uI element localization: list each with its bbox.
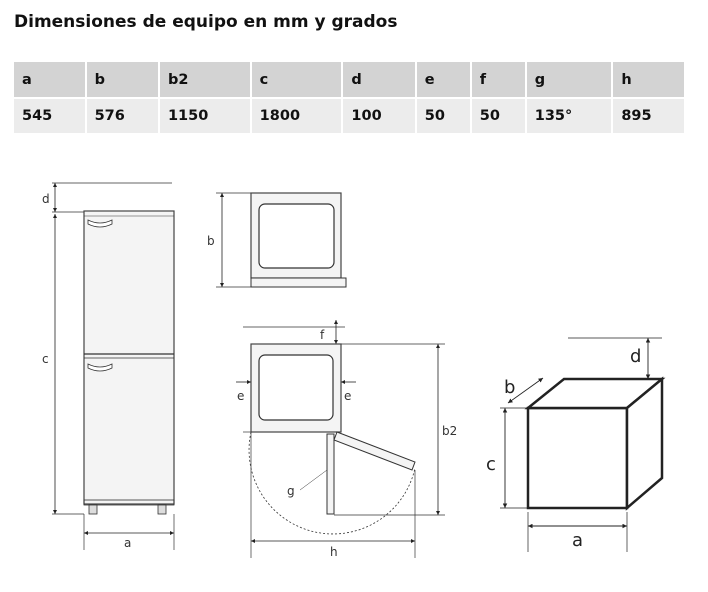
fridge-door-open-view — [236, 320, 445, 558]
label-c-box: c — [486, 454, 496, 475]
label-a-box: a — [572, 530, 584, 551]
header-g: g — [526, 62, 613, 98]
label-d-box: d — [630, 346, 642, 367]
label-d-front: d — [42, 192, 50, 206]
label-e-left: e — [237, 389, 245, 403]
fridge-top-view — [216, 193, 346, 287]
label-c-front: c — [42, 352, 49, 366]
header-c: c — [251, 62, 343, 98]
header-b: b — [86, 62, 159, 98]
label-h: h — [330, 545, 338, 559]
header-a: a — [14, 62, 86, 98]
installation-box-view — [500, 338, 662, 552]
fridge-front-view — [52, 183, 174, 550]
label-g: g — [287, 484, 295, 498]
label-e-right: e — [344, 389, 352, 403]
label-b-box: b — [504, 377, 516, 398]
label-b-top: b — [207, 234, 215, 248]
header-e: e — [416, 62, 471, 98]
label-a-front: a — [124, 536, 132, 550]
header-h: h — [612, 62, 684, 98]
label-f: f — [320, 328, 325, 342]
header-f: f — [471, 62, 526, 98]
value-c: 1800 — [251, 98, 343, 133]
value-g: 135° — [526, 98, 613, 133]
value-f: 50 — [471, 98, 526, 133]
value-a: 545 — [14, 98, 86, 133]
value-b: 576 — [86, 98, 159, 133]
page-title: Dimensiones de equipo en mm y grados — [14, 12, 398, 32]
header-b2: b2 — [159, 62, 251, 98]
value-h: 895 — [612, 98, 684, 133]
value-d: 100 — [342, 98, 415, 133]
value-e: 50 — [416, 98, 471, 133]
header-d: d — [342, 62, 415, 98]
value-b2: 1150 — [159, 98, 251, 133]
label-b2: b2 — [442, 424, 458, 438]
